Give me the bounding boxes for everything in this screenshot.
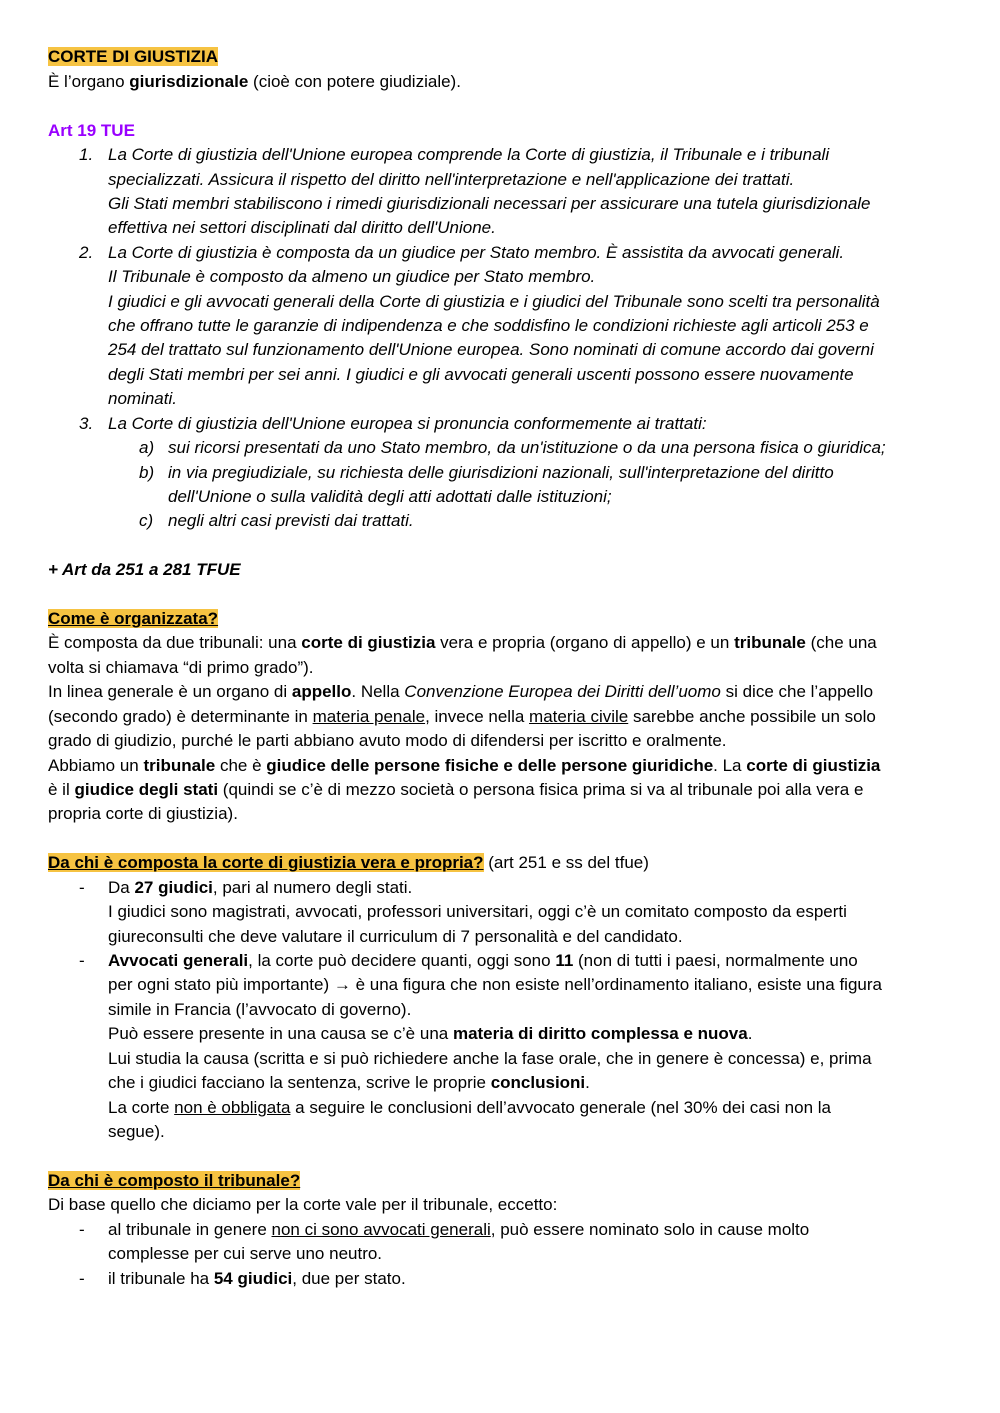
list-letter: b) xyxy=(139,463,155,482)
bold-text: tribunale xyxy=(734,633,806,652)
paragraph-line xyxy=(48,778,863,802)
bullet-line: giureconsulti che deve valutare il curriculum di 7 personalità e del candidato. xyxy=(108,927,683,946)
bold-text: 54 giudici xyxy=(213,1269,293,1288)
bullet-line xyxy=(108,1071,590,1095)
text: In linea generale è un organo di xyxy=(48,682,292,701)
art19-line: La Corte di giustizia dell'Unione europea comprende la Corte di giustizia, il Tribunale e i tribunali xyxy=(108,145,830,164)
art19-subline: dell'Unione o sulla validità degli atti adottati dalle istituzioni; xyxy=(168,487,612,506)
list-letter: a) xyxy=(139,438,155,457)
bold-text: materia di diritto complessa e nuova xyxy=(452,1024,748,1043)
paragraph-line xyxy=(48,705,876,729)
underlined-text: non ci sono avvocati generali xyxy=(271,1220,491,1239)
dash-bullet: - xyxy=(79,1220,85,1239)
bold-text: corte di giustizia xyxy=(301,633,436,652)
bullet-line xyxy=(108,1096,831,1120)
bullet-line xyxy=(108,1022,752,1046)
text: il tribunale ha xyxy=(108,1269,214,1288)
intro-line xyxy=(48,70,461,94)
text: . xyxy=(585,1073,590,1092)
art19-heading: Art 19 TUE xyxy=(48,121,135,140)
paragraph-line: Di base quello che diciamo per la corte vale per il tribunale, eccetto: xyxy=(48,1195,558,1214)
text: , due per stato. xyxy=(292,1269,406,1288)
bold-text: giudice delle persone fisiche e delle persone giuridiche xyxy=(266,756,714,775)
art19-subline: sui ricorsi presentati da uno Stato membro, da un'istituzione o da una persona fisica o giuridica; xyxy=(168,438,886,457)
art19-subline: negli altri casi previsti dai trattati. xyxy=(168,511,414,530)
section-heading-organization xyxy=(48,607,218,631)
bullet-line: I giudici sono magistrati, avvocati, professori universitari, oggi c’è un comitato composto da esperti xyxy=(108,902,847,921)
italic-text: Convenzione Europea dei Diritti dell’uomo xyxy=(404,682,721,701)
heading-note: (art 251 e ss del tfue) xyxy=(483,853,649,872)
bold-text: appello xyxy=(291,682,352,701)
section-heading-tribunal xyxy=(48,1169,300,1193)
heading-text: Da chi è composta la corte di giustizia vera e propria? xyxy=(48,853,484,872)
art19-line: specializzati. Assicura il rispetto del diritto nell'interpretazione e nell'applicazione dei trattati. xyxy=(108,170,795,189)
paragraph-line: grado di giudizio, purché le parti abbiano avuto modo di difendersi per iscritto e oralmente. xyxy=(48,731,727,750)
text: , la corte può decidere quanti, oggi sono xyxy=(248,951,556,970)
bold-text: tribunale xyxy=(143,756,216,775)
text: al tribunale in genere xyxy=(108,1220,272,1239)
text: Abbiamo un xyxy=(48,756,144,775)
paragraph-line: propria corte di giustizia). xyxy=(48,804,238,823)
text: è il xyxy=(48,780,75,799)
text: (quindi se c’è di mezzo società o persona fisica prima si va al tribunale poi alla vera e xyxy=(218,780,864,799)
list-number: 1. xyxy=(79,145,94,164)
art19-line: La Corte di giustizia è composta da un giudice per Stato membro. È assistita da avvocati generali. xyxy=(108,243,845,262)
text: vera e propria (organo di appello) e un xyxy=(435,633,735,652)
underlined-text: non è obbligata xyxy=(174,1098,291,1117)
art19-line: effettiva nei settori disciplinati dal diritto dell'Unione. xyxy=(108,218,496,237)
text: a seguire le conclusioni dell’avvocato generale (nel 30% dei casi non la xyxy=(290,1098,831,1117)
art19-line: La Corte di giustizia dell'Unione europea si pronuncia conformemente ai trattati: xyxy=(108,414,707,433)
bullet-line: segue). xyxy=(108,1122,165,1141)
bullet-line: complesse per cui serve uno neutro. xyxy=(108,1244,383,1263)
intro-bold: giurisdizionale xyxy=(129,72,249,91)
bold-text: conclusioni xyxy=(490,1073,586,1092)
heading-text: Come è organizzata? xyxy=(48,609,219,628)
heading-text: Da chi è composto il tribunale? xyxy=(48,1171,301,1190)
text: , invece nella xyxy=(425,707,530,726)
bold-text: 27 giudici xyxy=(134,878,213,897)
dash-bullet: - xyxy=(79,951,85,970)
list-number: 3. xyxy=(79,414,94,433)
section-heading-composition xyxy=(48,851,649,875)
intro-text: È l’organo xyxy=(48,72,130,91)
bold-text: Avvocati generali xyxy=(108,951,249,970)
text: Da xyxy=(108,878,135,897)
text: che è xyxy=(215,756,267,775)
paragraph-line xyxy=(48,680,873,704)
paragraph-line xyxy=(48,754,880,778)
art19-line: Il Tribunale è composto da almeno un giudice per Stato membro. xyxy=(108,267,596,286)
bullet-line: Lui studia la causa (scritta e si può richiedere anche la fase orale, che in genere è concessa) e, prima xyxy=(108,1049,872,1068)
list-number: 2. xyxy=(79,243,94,262)
text: , pari al numero degli stati. xyxy=(212,878,413,897)
text: (che una xyxy=(805,633,877,652)
bullet-line: per ogni stato più importante) → è una figura che non esiste nell’ordinamento italiano, esiste una figura xyxy=(108,975,882,994)
underlined-text: materia civile xyxy=(529,707,629,726)
text: sarebbe anche possibile un solo xyxy=(628,707,876,726)
intro-text: (cioè con potere giudiziale). xyxy=(248,72,461,91)
paragraph-line: volta si chiamava “di primo grado”). xyxy=(48,658,314,677)
bullet-line xyxy=(108,1267,406,1291)
art19-line: Gli Stati membri stabiliscono i rimedi giurisdizionali necessari per assicurare una tutela giurisdizionale xyxy=(108,194,871,213)
art19-line: nominati. xyxy=(108,389,177,408)
bullet-line xyxy=(108,1218,809,1242)
bullet-line: simile in Francia (l’avvocato di governo). xyxy=(108,1000,412,1019)
text: Può essere presente in una causa se c’è una xyxy=(108,1024,453,1043)
bold-text: corte di giustizia xyxy=(746,756,881,775)
title-text: CORTE DI GIUSTIZIA xyxy=(48,47,218,66)
dash-bullet: - xyxy=(79,1269,85,1288)
dash-bullet: - xyxy=(79,878,85,897)
underlined-text: materia penale xyxy=(312,707,426,726)
bullet-line xyxy=(108,876,412,900)
text: È composta da due tribunali: una xyxy=(48,633,302,652)
text: La corte xyxy=(108,1098,175,1117)
art19-line: che offrano tutte le garanzie di indipendenza e che soddisfino le condizioni richieste agli articoli 253 e xyxy=(108,316,869,335)
art19-line: I giudici e gli avvocati generali della Corte di giustizia e i giudici del Tribunale sono scelti tra personalità xyxy=(108,292,880,311)
text: . La xyxy=(713,756,747,775)
text: che i giudici facciano la sentenza, scrive le proprie xyxy=(108,1073,491,1092)
art19-subline: in via pregiudiziale, su richiesta delle giurisdizioni nazionali, sull'interpretazione del diritto xyxy=(168,463,834,482)
text: (secondo grado) è determinante in xyxy=(48,707,313,726)
text: . xyxy=(747,1024,753,1043)
text: , può essere nominato solo in cause molto xyxy=(490,1220,810,1239)
art19-line: degli Stati membri per sei anni. I giudici e gli avvocati generali uscenti possono essere nuovamente xyxy=(108,365,854,384)
text: . Nella xyxy=(351,682,405,701)
bold-text: giudice degli stati xyxy=(74,780,219,799)
text: si dice che l’appello xyxy=(720,682,874,701)
tfue-reference: + Art da 251 a 281 TFUE xyxy=(48,560,241,579)
document-title xyxy=(48,45,218,69)
bullet-line xyxy=(108,949,858,973)
text: (non di tutti i paesi, normalmente uno xyxy=(573,951,858,970)
art19-line: 254 del trattato sul funzionamento dell'Unione europea. Sono nominati di comune accordo dai governi xyxy=(108,340,874,359)
bold-text: 11 xyxy=(555,951,574,970)
paragraph-line xyxy=(48,631,877,655)
list-letter: c) xyxy=(139,511,154,530)
